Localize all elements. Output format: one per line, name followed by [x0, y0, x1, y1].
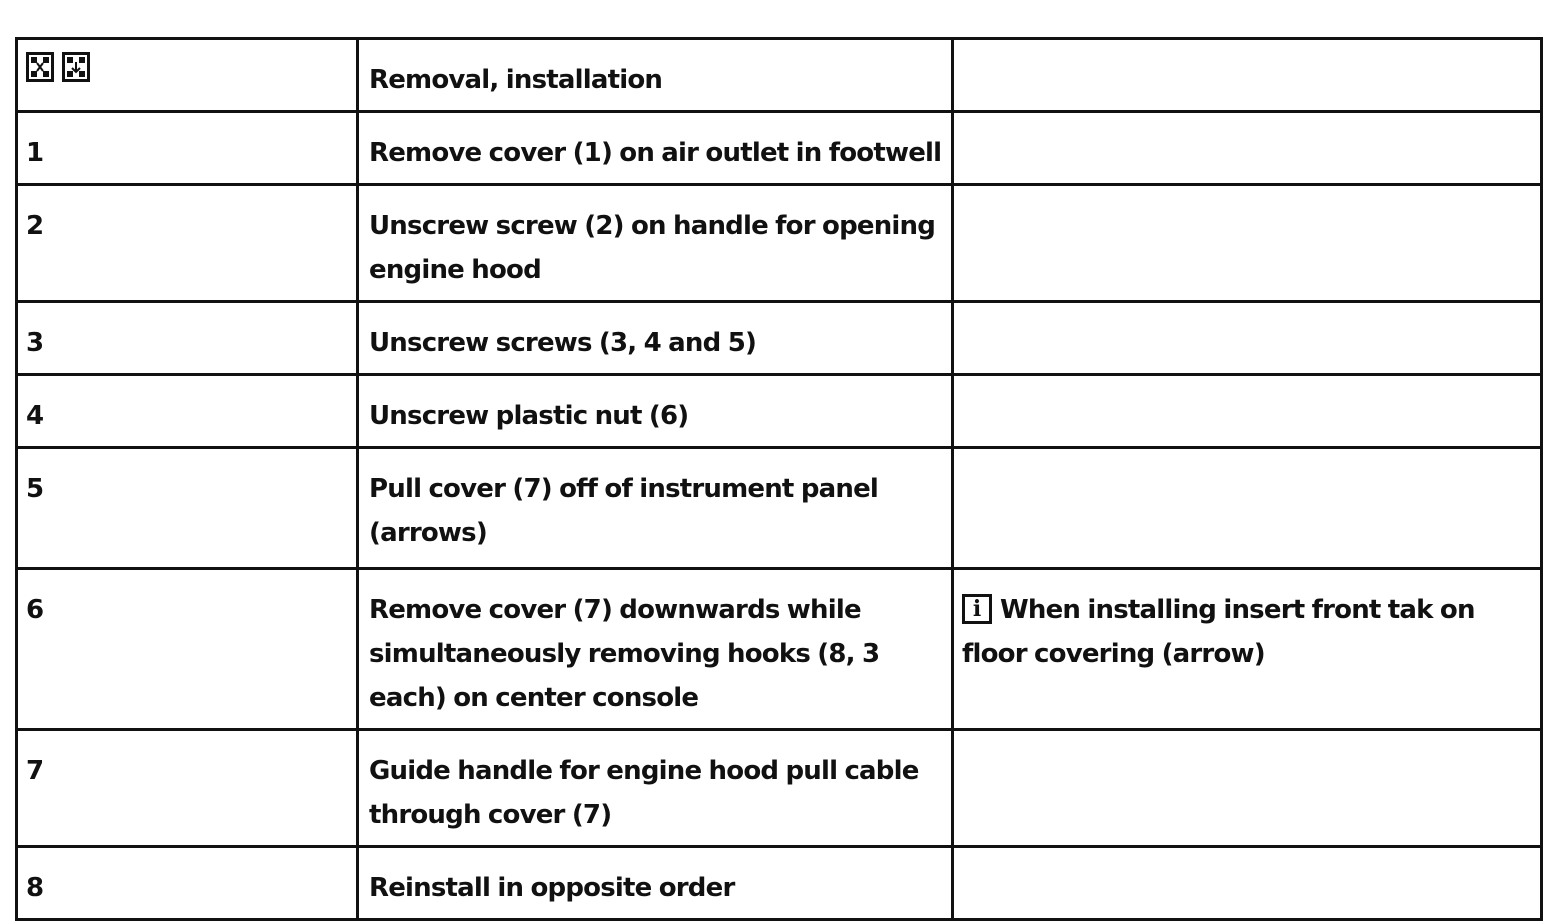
table-row: [17, 112, 1542, 185]
step-action: Unscrew plastic nut (6): [358, 375, 953, 448]
step-number: 7: [17, 730, 358, 847]
header-icon-cell: [17, 39, 358, 112]
step-action: Guide handle for engine hood pull cable through cover (7): [358, 730, 953, 847]
header-note: [953, 39, 1542, 112]
table-row: [17, 847, 1542, 920]
step-number: 5: [17, 448, 358, 569]
step-action: Unscrew screw (2) on handle for opening engine hood: [358, 185, 953, 302]
step-action: Unscrew screws (3, 4 and 5): [358, 302, 953, 375]
step-note: When installing insert front tak on floor covering (arrow): [962, 595, 1475, 669]
step-number: 1: [17, 112, 358, 185]
table-row: [17, 730, 1542, 847]
step-note-wrap: [962, 588, 1532, 676]
step-action: Reinstall in opposite order: [358, 847, 953, 920]
step-note: [953, 302, 1542, 375]
step-number: 2: [17, 185, 358, 302]
step-note: [953, 112, 1542, 185]
table-row: [17, 448, 1542, 569]
step-note: [953, 730, 1542, 847]
step-number: 8: [17, 847, 358, 920]
table-row: [17, 569, 1542, 730]
removal-icon: [26, 52, 54, 82]
header-title: Removal, installation: [358, 39, 953, 112]
step-action: Pull cover (7) off of instrument panel (arrows): [358, 448, 953, 569]
step-note: [953, 847, 1542, 920]
installation-icon: [62, 52, 90, 82]
procedure-table: [15, 37, 1543, 921]
table-row: [17, 375, 1542, 448]
step-note: [953, 375, 1542, 448]
step-number: 6: [17, 569, 358, 730]
step-note-cell: [953, 569, 1542, 730]
step-action: Remove cover (1) on air outlet in footwell: [358, 112, 953, 185]
header-icons: [26, 52, 348, 82]
step-action: Remove cover (7) downwards while simultaneously removing hooks (8, 3 each) on center console: [358, 569, 953, 730]
step-note: [953, 185, 1542, 302]
procedure-sheet: [15, 37, 1537, 903]
table-header-row: [17, 39, 1542, 112]
step-number: 4: [17, 375, 358, 448]
table-row: [17, 302, 1542, 375]
step-note: [953, 448, 1542, 569]
step-number: 3: [17, 302, 358, 375]
table-row: [17, 185, 1542, 302]
info-icon: i: [962, 594, 992, 624]
